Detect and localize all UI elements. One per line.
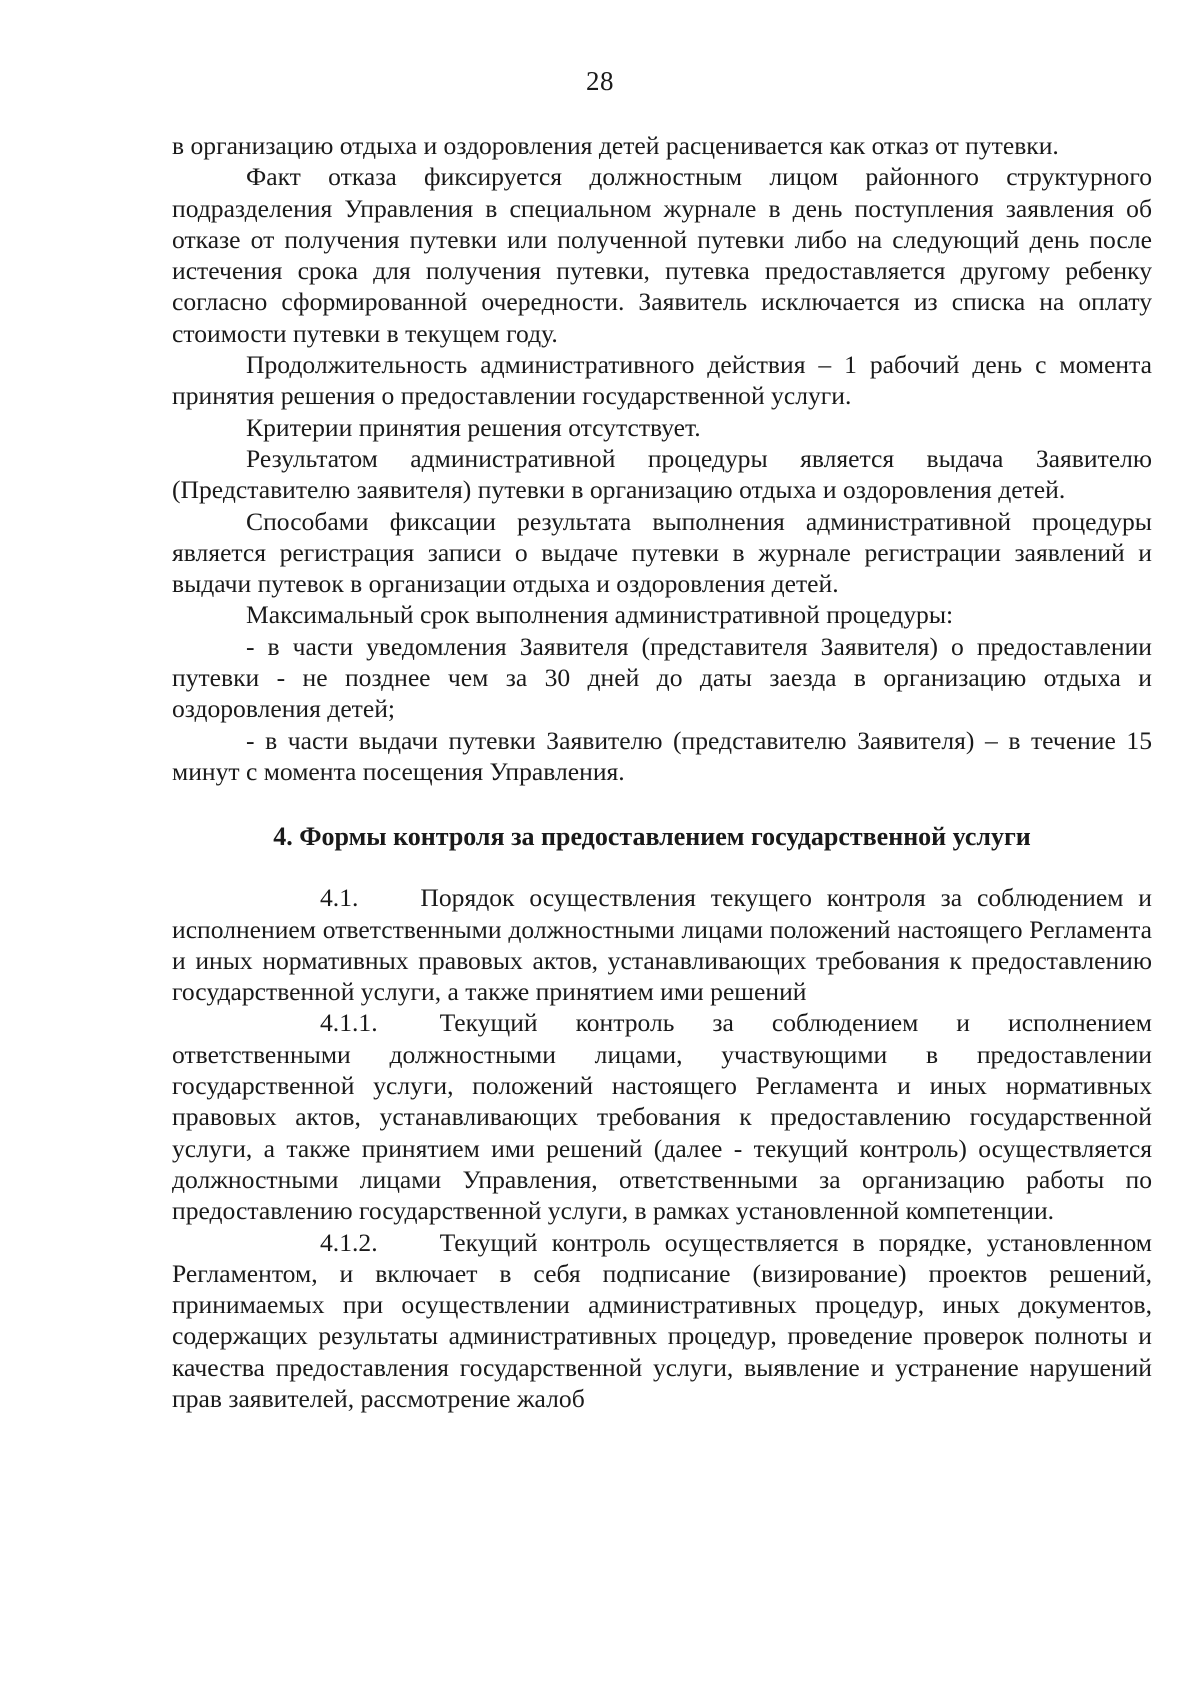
paragraph-max-term: Максимальный срок выполнения административной процедуры: <box>246 600 954 630</box>
clause-4-1-2 <box>172 1227 1152 1415</box>
clause-text: Текущий контроль осуществляется в порядке, установленном Регламентом, и включает в себя подписание (визирование) проектов решений, принимаемых при осуществлении административных процедур, иных документов, содержащих результаты административных процедур, проведение проверок полноты и качества предоставления государственной услуги, выявление и устранение нарушений прав заявителей, рассмотрение жалоб <box>172 1227 1152 1413</box>
list-item-issuance: - в части выдачи путевки Заявителю (представителю Заявителя) – в течение 15 минут с момента посещения Управления. <box>172 725 1152 786</box>
clause-number: 4.1.1. <box>320 1008 378 1038</box>
document-body <box>172 130 1152 1414</box>
paragraph-criteria: Критерии принятия решения отсутствует. <box>246 412 701 442</box>
page-number: 28 <box>586 66 614 96</box>
clause-number: 4.1. <box>320 883 359 913</box>
clause-number: 4.1.2. <box>320 1227 378 1257</box>
paragraph-duration: Продолжительность административного действия – 1 рабочий день с момента принятия решения о предоставлении государственной услуги. <box>172 350 1152 411</box>
paragraph-continuation: в организацию отдыха и оздоровления детей расценивается как отказ от путевки. <box>172 131 1059 160</box>
paragraph-result: Результатом административной процедуры является выдача Заявителю (Представителю заявителя) путевки в организацию отдыха и оздоровления детей. <box>172 443 1152 505</box>
section-heading: 4. Формы контроля за предоставлением государственной услуги <box>273 822 1031 852</box>
clause-text: Текущий контроль за соблюдением и исполнением ответственными должностными лицами, участвующими в предоставлении государственной услуги, положений настоящего Регламента и иных нормативных правовых актов, устанавливающих требования к предоставлению государственной услуги, а также принятием ими решений (далее - текущий контроль) осуществляется должностными лицами Управления, ответственными за организацию работы по предоставлению государственной услуги, в рамках установленной компетенции. <box>172 1008 1152 1226</box>
clause-4-1 <box>172 882 1152 1007</box>
paragraph-fixation: Способами фиксации результата выполнения административной процедуры является регистрация записи о выдаче путевки в журнале регистрации заявлений и выдачи путевок в организации отдыха и оздоровления детей. <box>172 506 1152 599</box>
clause-4-1-1 <box>172 1007 1152 1226</box>
list-item-notification: - в части уведомления Заявителя (представителя Заявителя) о предоставлении путевки - не позднее чем за 30 дней до даты заезда в организацию отдыха и оздоровления детей; <box>172 631 1152 724</box>
paragraph-refusal-record: Факт отказа фиксируется должностным лицом районного структурного подразделения Управления в специальном журнале в день поступления заявления об отказе от получения путевки или полученной путевки либо на следующий день после истечения срока для получения путевки, путевка предоставляется другому ребенку согласно сформированной очередности. Заявитель исключается из списка на оплату стоимости путевки в текущем году. <box>172 162 1152 348</box>
clause-text: Порядок осуществления текущего контроля за соблюдением и исполнением ответственными должностными лицами положений настоящего Регламента и иных нормативных правовых актов, устанавливающих требования к предоставлению государственной услуги, а также принятием ими решений <box>172 883 1152 1007</box>
